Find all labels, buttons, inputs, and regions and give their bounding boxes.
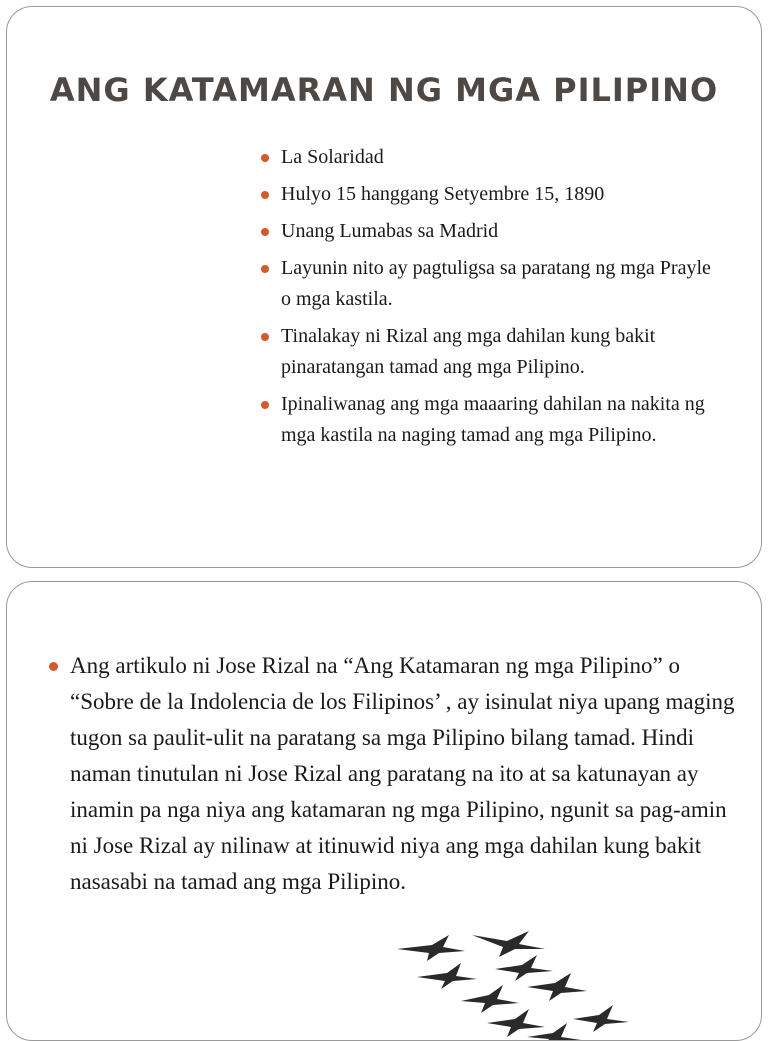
list-item	[259, 179, 719, 210]
bullet-text: Hulyo 15 hanggang Setyembre 15, 1890	[281, 183, 605, 205]
list-item	[259, 216, 719, 247]
bullet-icon	[261, 154, 269, 162]
bullet-icon	[261, 228, 269, 236]
slide-1	[6, 6, 762, 568]
bullet-text: Tinalakay ni Rizal ang mga dahilan kung bakit pinaratangan tamad ang mga Pilipino.	[281, 325, 656, 378]
bullet-icon	[261, 265, 269, 273]
list-item	[259, 142, 719, 173]
bullet-icon	[261, 401, 269, 409]
list-item	[259, 321, 719, 383]
list-item	[259, 389, 719, 451]
bullet-text: Ang artikulo ni Jose Rizal na “Ang Katamaran ng mga Pilipino” o “Sobre de la Indolencia de los Filipinos’ , ay isinulat niya upang maging tugon sa paulit-ulit na paratang sa mga Pilipino bilang tamad. Hindi naman tinutulan ni Jose Rizal ang paratang na ito at sa katunayan ay inamin pa nga niya ang katamaran ng mga Pilipino, ngunit sa pag-amin ni Jose Rizal ay nilinaw at itinuwid niya ang mga dahilan kung bakit nasasabi na tamad ang mga Pilipino.	[70, 653, 735, 894]
bullet-icon	[49, 662, 58, 671]
bullet-icon	[261, 333, 269, 341]
list-item	[47, 648, 737, 900]
bullet-list	[47, 648, 737, 900]
bullet-list	[259, 142, 719, 457]
bullet-text: Layunin nito ay pagtuligsa sa paratang ng mga Prayle o mga kastila.	[281, 257, 711, 310]
bullet-icon	[261, 191, 269, 199]
slide-title: ANG KATAMARAN NG MGA PILIPINO	[49, 71, 719, 109]
bullet-text: La Solaridad	[281, 146, 384, 168]
slide-2	[6, 581, 762, 1041]
bullet-text: Unang Lumabas sa Madrid	[281, 220, 499, 242]
list-item	[259, 253, 719, 315]
bullet-text: Ipinaliwanag ang mga maaaring dahilan na nakita ng mga kastila na naging tamad ang mga Pilipino.	[281, 393, 705, 446]
